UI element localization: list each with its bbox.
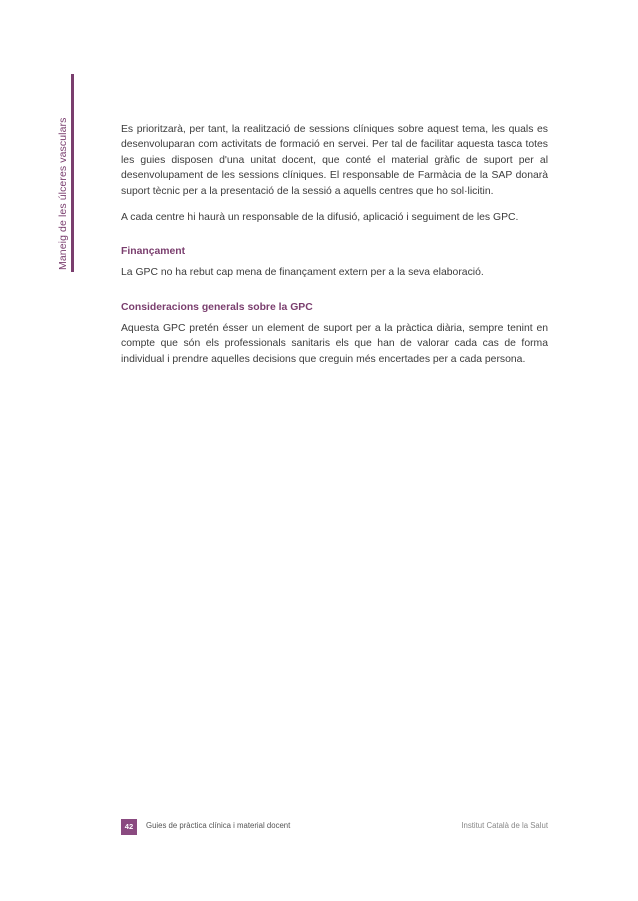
main-content <box>121 122 548 378</box>
footer-series-title: Guies de pràctica clínica i material docent <box>146 821 291 830</box>
running-section-title: Maneig de les úlceres vasculars <box>57 117 69 270</box>
heading-general-considerations: Consideracions generals sobre la GPC <box>121 301 313 313</box>
page-number: 42 <box>121 819 137 835</box>
paragraph-financing: La GPC no ha rebut cap mena de finançament extern per a la seva elaboració. <box>121 267 484 279</box>
page-footer <box>121 819 548 835</box>
section-accent-bar <box>71 74 74 272</box>
footer-institution: Institut Català de la Salut <box>461 821 548 830</box>
heading-financing: Finançament <box>121 246 186 258</box>
paragraph-responsible: A cada centre hi haurà un responsable de la difusió, aplicació i seguiment de les GPC. <box>121 212 519 224</box>
paragraph-general-considerations: Aquesta GPC pretén ésser un element de suport per a la pràctica diària, sempre tenint en compte que són els professionals sanitaris els que han de valorar cada cas de forma individual i prendre aquelles decisions que creguin més encertades per a cada persona. <box>121 322 548 365</box>
paragraph-sessions: Es prioritzarà, per tant, la realització de sessions clíniques sobre aquest tema, les quals es desenvoluparan com activitats de formació en servei. Per tal de facilitar aquesta tasca totes les guies disposen d'una unitat docent, que conté el material gràfic de suport per al desenvolupament de les sessions clíniques. El responsable de Farmàcia de la SAP donarà suport tècnic per a la presentació de la sessió a aquells centres que ho sol·licitin. <box>121 124 548 197</box>
